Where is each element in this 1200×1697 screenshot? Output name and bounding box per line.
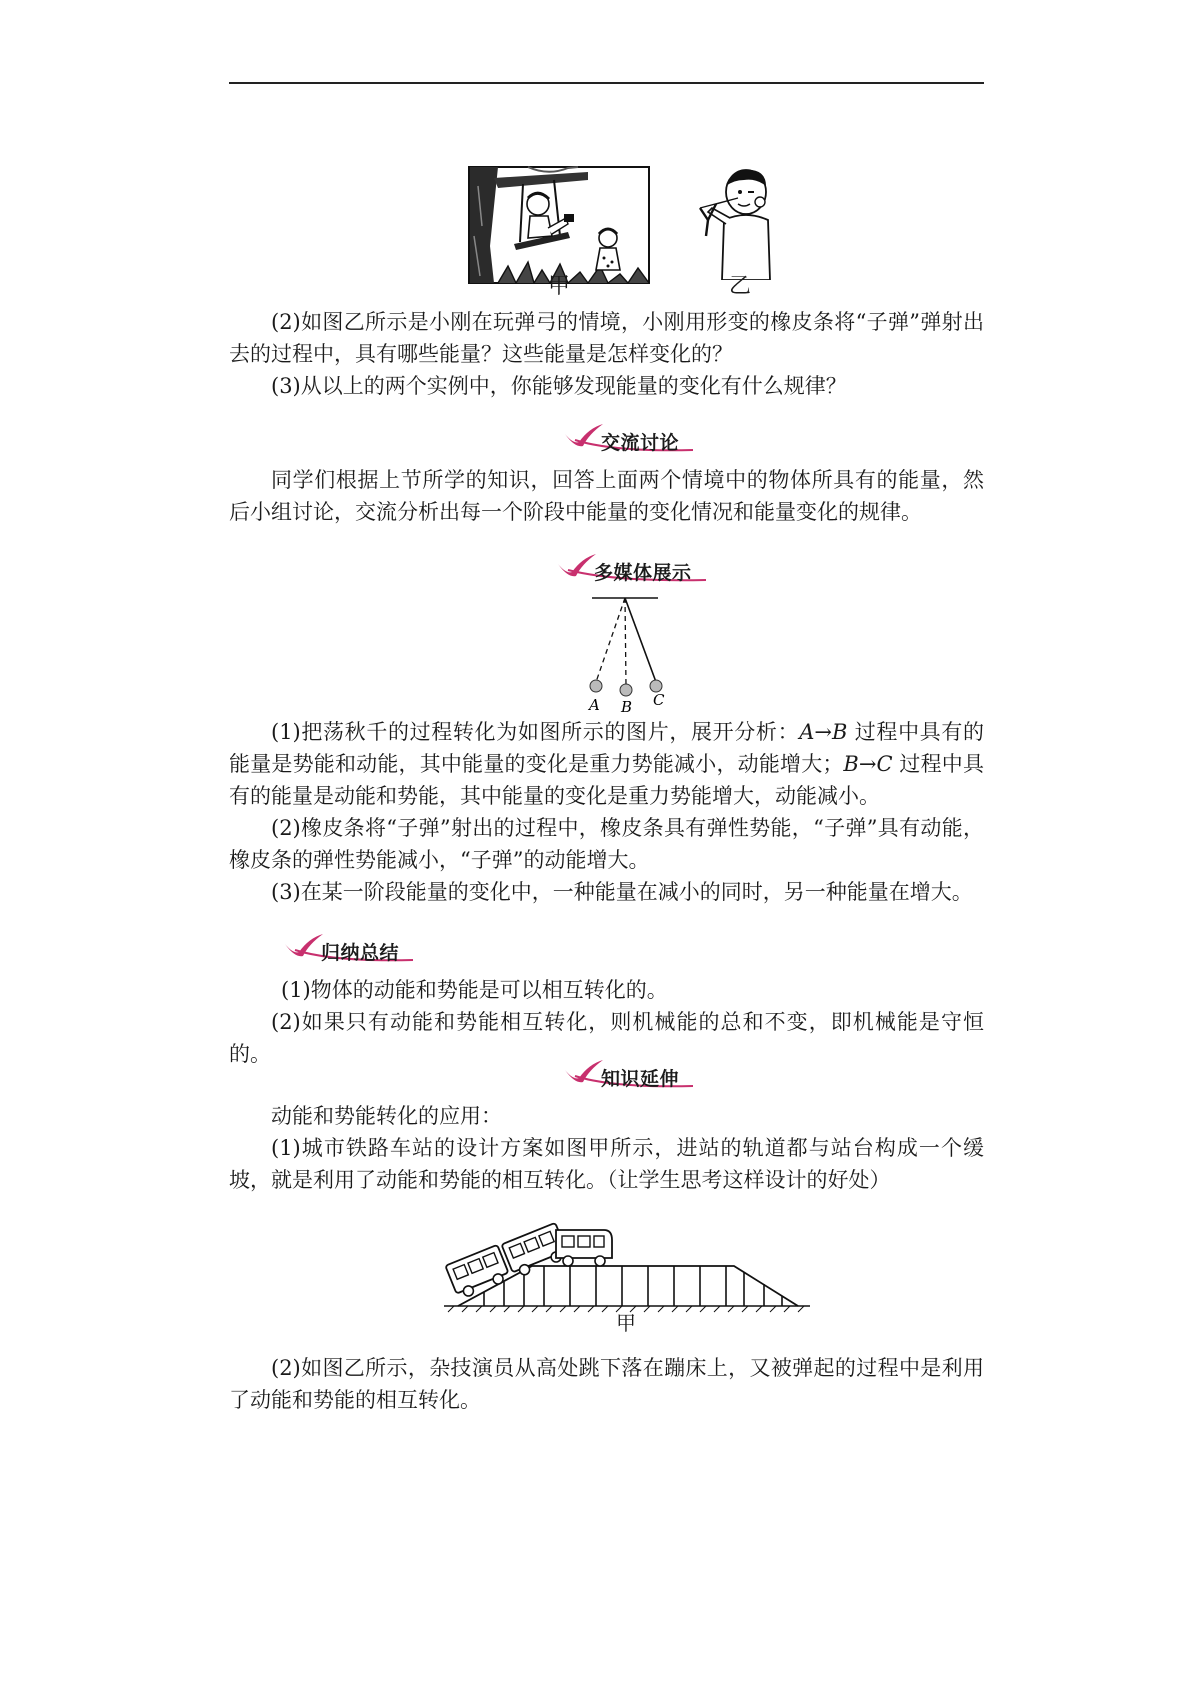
point-c: C xyxy=(876,752,893,776)
text-run: (1)把荡秋千的过程转化为如图所示的图片，展开分析： xyxy=(271,720,800,744)
point-b: B xyxy=(843,752,859,776)
extend-intro: 动能和势能转化的应用： xyxy=(271,1104,502,1128)
summary-item-2: (2)如果只有动能和势能相互转化，则机械能的总和不变，即机械能是守恒的。 xyxy=(229,1010,984,1066)
pendulum-label-c: C xyxy=(653,691,665,709)
arrow: → xyxy=(814,720,833,744)
text-run: 过程中具有的能量是势能和动能，其中能量的变化是重力势能减小，动能增大； xyxy=(229,720,984,776)
train-caption: 甲 xyxy=(616,1311,636,1335)
point-b: B xyxy=(832,720,848,744)
discuss-paragraph: 同学们根据上节所学的知识，回答上面两个情境中的物体所具有的能量，然后小组讨论，交流分析出每一个阶段中能量的变化情况和能量变化的规律。 xyxy=(229,468,984,524)
section-title: 归纳总结 xyxy=(321,942,400,964)
figure-label-yi: 乙 xyxy=(729,274,752,299)
pendulum-diagram xyxy=(578,594,678,714)
train-station-diagram xyxy=(444,1210,810,1314)
question-2: (2)如图乙所示是小刚在玩弹弓的情境，小刚用形变的橡皮条将“子弹”弹射出去的过程中，具有哪些能量？这些能量是怎样变化的？ xyxy=(229,310,984,366)
swing-illustration xyxy=(468,166,650,284)
extend-para-1: (1)城市铁路车站的设计方案如图甲所示，进站的轨道都与站台构成一个缓坡，就是利用了动能和势能的相互转化。（让学生思考这样设计的好处） xyxy=(229,1136,984,1192)
slingshot-illustration xyxy=(694,164,794,280)
section-heading-summary xyxy=(283,932,433,968)
text-run: 过程中具有的能量是动能和势能，其中能量的变化是重力势能增大，动能减小。 xyxy=(229,752,984,808)
section-heading-media xyxy=(556,552,716,588)
question-3: (3)从以上的两个实例中，你能够发现能量的变化有什么规律？ xyxy=(271,374,847,398)
section-title: 知识延伸 xyxy=(601,1068,680,1090)
summary-item-1: (1)物体的动能和势能是可以相互转化的。 xyxy=(281,978,668,1002)
arrow: → xyxy=(858,752,877,776)
summary-list xyxy=(229,974,984,1070)
extend-para-2: (2)如图乙所示，杂技演员从高处跳下落在蹦床上，又被弹起的过程中是利用了动能和势能的相互转化。 xyxy=(229,1356,984,1412)
extend-text-2 xyxy=(229,1352,984,1416)
extend-text xyxy=(229,1100,984,1196)
figure-label-jia: 甲 xyxy=(548,274,571,299)
media-para-2: (2)橡皮条将“子弹”射出的过程中，橡皮条具有弹性势能，“子弹”具有动能，橡皮条的弹性势能减小，“子弹”的动能增大。 xyxy=(229,816,984,872)
media-para-1 xyxy=(229,716,984,812)
discuss-text xyxy=(229,464,984,528)
media-para-3: (3)在某一阶段能量的变化中，一种能量在减小的同时，另一种能量在增大。 xyxy=(271,880,973,904)
point-a: A xyxy=(799,720,815,744)
pendulum-label-a: A xyxy=(589,696,600,714)
section-heading-discuss xyxy=(563,422,713,458)
question-block xyxy=(229,306,984,402)
media-analysis xyxy=(229,716,984,908)
section-heading-extend xyxy=(563,1058,713,1094)
section-title: 多媒体展示 xyxy=(594,562,692,584)
pendulum-label-b: B xyxy=(621,698,633,714)
header-rule xyxy=(229,82,984,84)
section-title: 交流讨论 xyxy=(601,432,680,454)
